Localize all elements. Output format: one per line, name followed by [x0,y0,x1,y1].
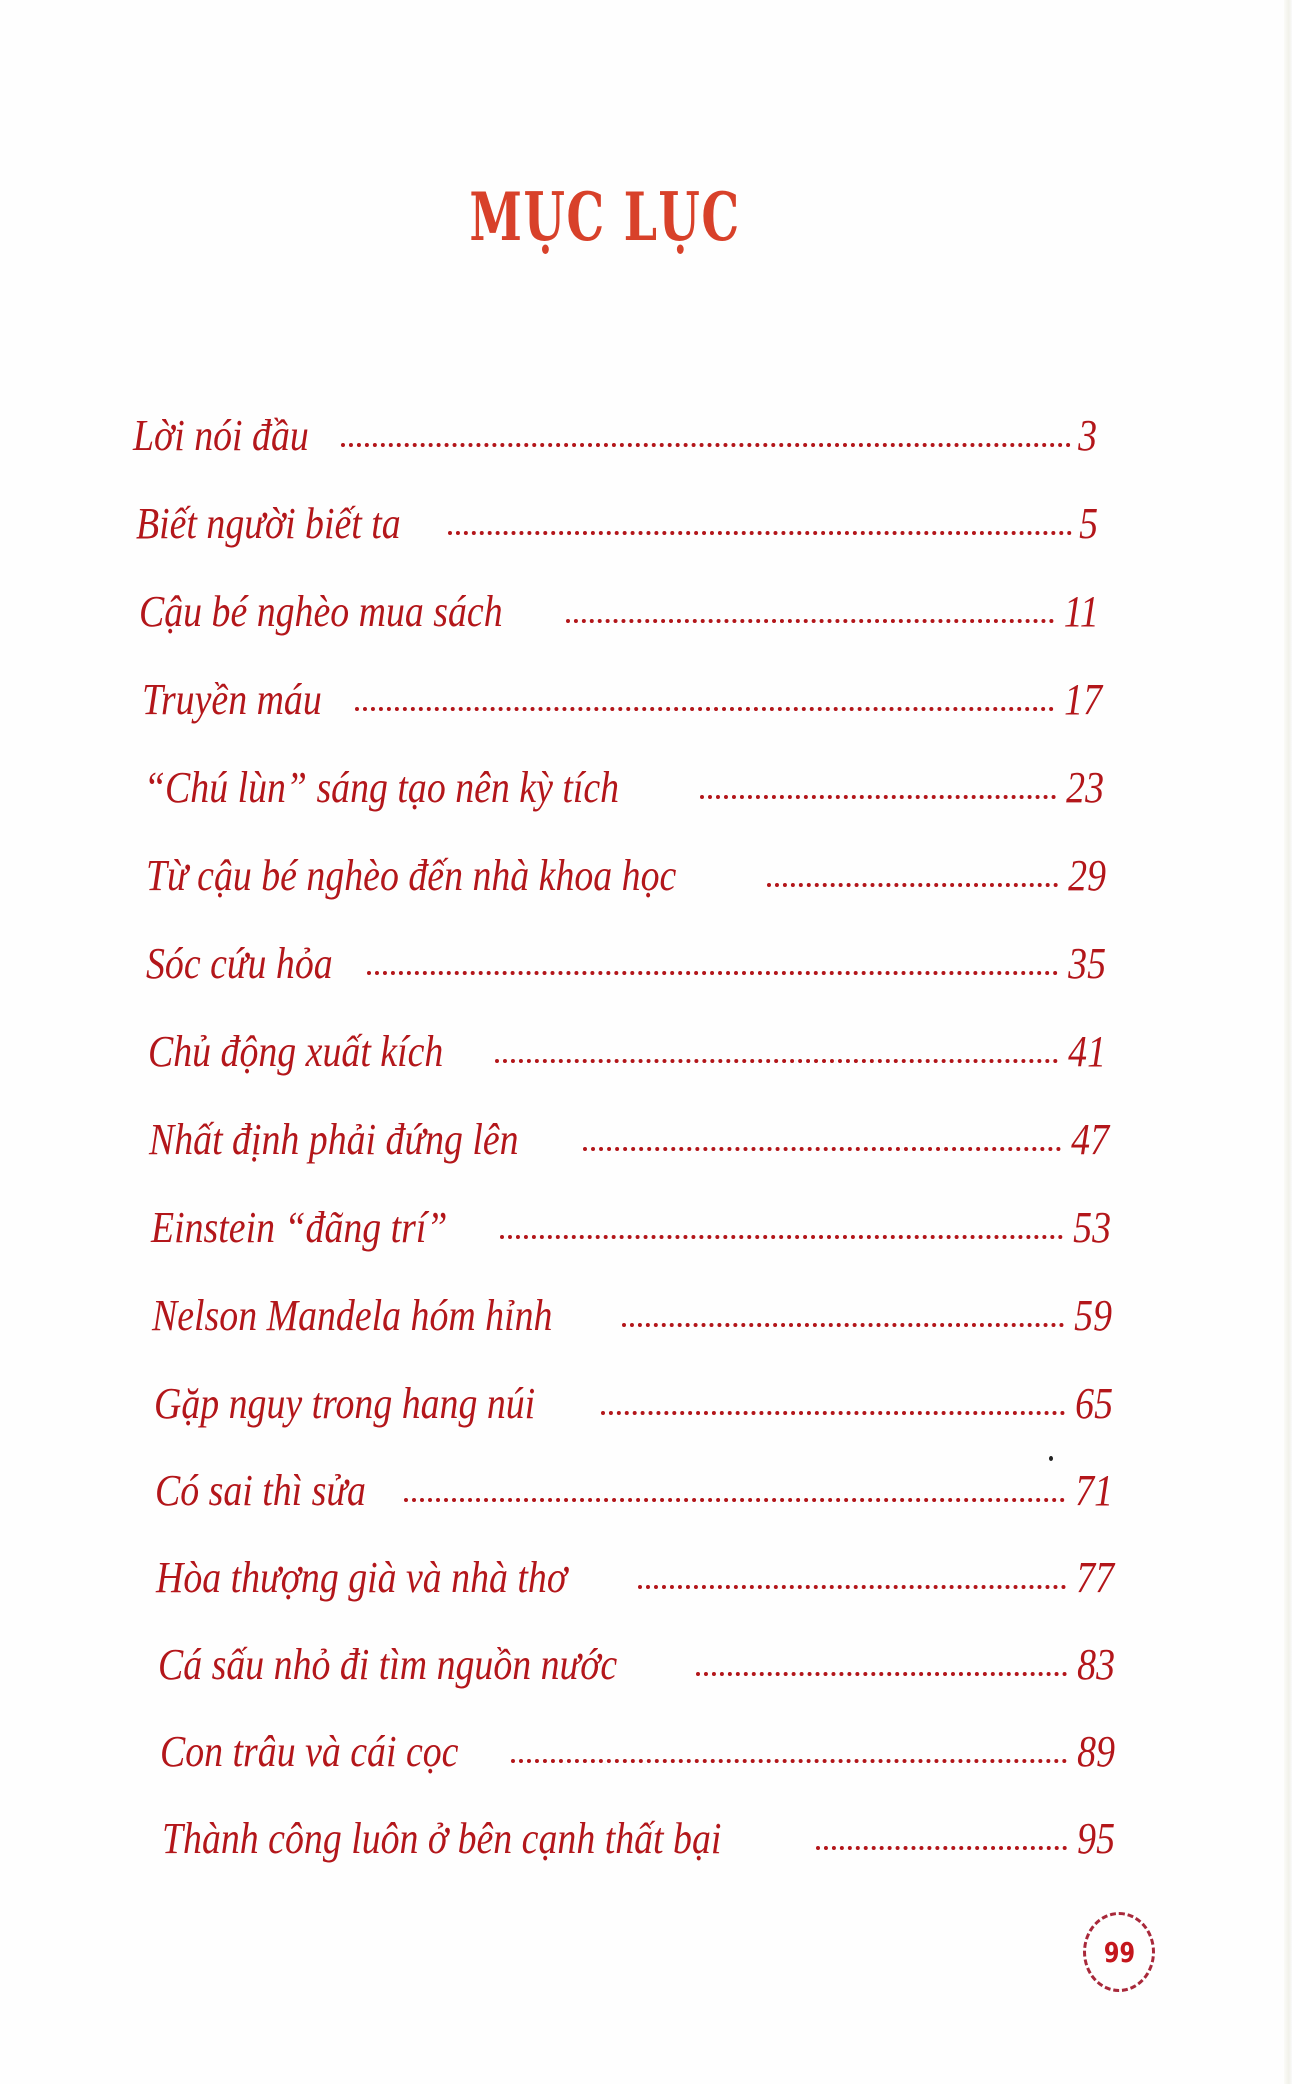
toc-entry-label: “Chú lùn” sáng tạo nên kỳ tích [144,763,620,812]
page-title: MỤC LỤC [469,178,741,256]
toc-entry[interactable] [156,1552,1114,1603]
dot-leader [601,1407,1065,1415]
toc-entry-page: 65 [1075,1379,1113,1428]
toc-entry-page: 47 [1071,1115,1109,1164]
toc-entry[interactable] [144,762,1104,813]
toc-entry-label: Chủ động xuất kích [148,1027,444,1076]
scan-speck [1049,1456,1053,1461]
toc-entry-label: Có sai thì sửa [155,1466,366,1515]
dot-leader [696,1668,1067,1676]
dot-leader [622,1319,1064,1327]
toc-entry-label: Sóc cứu hỏa [146,939,333,988]
toc-entry[interactable] [155,1465,1113,1516]
dot-leader [355,703,1054,711]
toc-entry-page: 53 [1073,1203,1111,1252]
toc-entry-label: Từ cậu bé nghèo đến nhà khoa học [146,851,677,900]
toc-entry-page: 23 [1066,763,1104,812]
toc-entry-label: Cậu bé nghèo mua sách [139,587,503,636]
toc-entry-page: 59 [1074,1291,1112,1340]
toc-entry-label: Biết người biết ta [136,499,401,548]
toc-entry-page: 41 [1068,1027,1106,1076]
toc-entry-page: 71 [1075,1466,1113,1515]
toc-entry[interactable] [142,674,1102,725]
toc-entry[interactable] [139,586,1099,637]
toc-entry-label: Lời nói đầu [133,411,309,460]
toc-entry[interactable] [136,498,1098,549]
toc-entry[interactable] [162,1813,1115,1864]
toc-entry-label: Hòa thượng già và nhà thơ [156,1553,568,1602]
dot-leader [500,1231,1063,1239]
toc-entry[interactable] [133,410,1097,461]
toc-entry-label: Einstein “đãng trí” [151,1203,448,1252]
toc-entry[interactable] [148,1026,1106,1077]
toc-entry-label: Cá sấu nhỏ đi tìm nguồn nước [158,1640,618,1689]
dot-leader [583,1143,1061,1151]
toc-entry-page: 95 [1077,1814,1115,1863]
dot-leader [495,1055,1058,1063]
dot-leader [767,879,1058,887]
toc-entry[interactable] [149,1114,1109,1165]
dot-leader [448,527,1072,535]
dot-leader [816,1842,1067,1850]
toc-entry-page: 89 [1077,1727,1115,1776]
toc-entry[interactable] [152,1290,1112,1341]
page-number: 99 [1103,1935,1135,1969]
toc-entry-page: 3 [1078,411,1097,460]
toc-entry-label: Truyền máu [142,675,322,724]
dot-leader [367,967,1058,975]
dot-leader [566,615,1054,623]
dot-leader [638,1581,1066,1589]
toc-entry-page: 17 [1064,675,1102,724]
toc-entry-page: 11 [1063,587,1099,636]
toc-entry[interactable] [151,1202,1111,1253]
page-number-badge [1083,1912,1155,1992]
dot-leader [341,439,1071,447]
toc-entry[interactable] [154,1378,1113,1429]
toc-entry-page: 35 [1068,939,1106,988]
toc-entry-label: Thành công luôn ở bên cạnh thất bại [162,1814,722,1863]
toc-entry-page: 83 [1077,1640,1115,1689]
toc-entry-page: 29 [1068,851,1106,900]
toc-entry-label: Nelson Mandela hóm hỉnh [152,1291,553,1340]
toc-entry[interactable] [160,1726,1115,1777]
toc-entry[interactable] [158,1639,1115,1690]
toc-entry[interactable] [146,850,1106,901]
toc-entry-label: Nhất định phải đứng lên [149,1115,519,1164]
toc-entry-label: Con trâu và cái cọc [160,1727,459,1776]
dot-leader [700,791,1056,799]
toc-entry-page: 77 [1076,1553,1114,1602]
toc-entry[interactable] [146,938,1106,989]
toc-entry-page: 5 [1079,499,1098,548]
toc-entry-label: Gặp nguy trong hang núi [154,1379,536,1428]
dot-leader [511,1755,1067,1763]
dot-leader [404,1494,1065,1502]
